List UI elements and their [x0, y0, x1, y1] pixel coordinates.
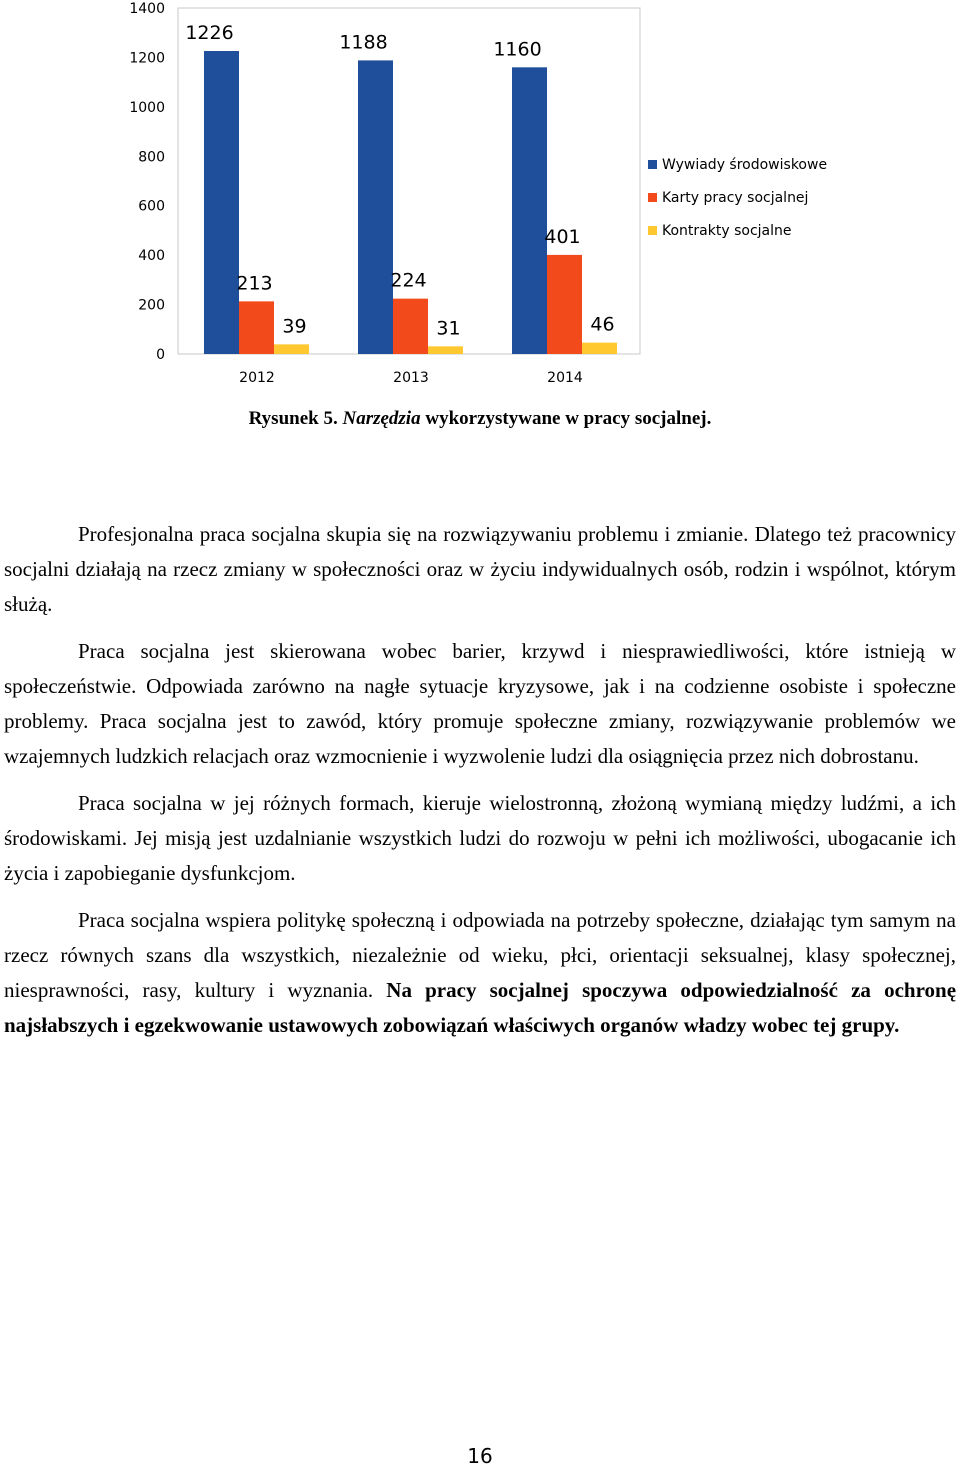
- bar: [358, 60, 393, 354]
- y-tick-label: 1400: [129, 1, 165, 17]
- bar-data-label: 31: [436, 317, 461, 340]
- caption-prefix: Rysunek 5.: [248, 408, 338, 429]
- bar-data-label: 1226: [185, 22, 234, 45]
- bar-data-label: 213: [236, 272, 273, 295]
- page-number: 16: [467, 1444, 493, 1468]
- x-tick-label: 2013: [393, 370, 429, 386]
- paragraph-3-text: Praca socjalna w jej różnych formach, kieruje wielostronną, złożoną wymianą między ludźmi, a ich środowiskami. Jej misją jest uzdalnianie wszystkich ludzi do rozwoju w pełni ich możliwości, ubogacanie ich życia i zapobieganie dysfunkcjom.: [4, 791, 956, 885]
- legend: [648, 157, 827, 239]
- caption-italic: Narzędzia: [342, 408, 421, 429]
- legend-swatch: [648, 193, 657, 202]
- legend-label: Kontrakty socjalne: [662, 223, 792, 239]
- x-axis: [239, 370, 583, 386]
- paragraph-2-text: Praca socjalna jest skierowana wobec barier, krzywd i niesprawiedliwości, które istnieją w społeczeństwie. Odpowiada zarówno na nagłe sytuacje kryzysowe, jak i na codzienne osobiste i społeczne problemy. Praca socjalna jest to zawód, który promuje społeczne zmiany, rozwiązywanie problemów we wzajemnych ludzkich relacjach oraz wzmocnienie i wyzwolenie ludzi dla osiągnięcia przez nich dobrostanu.: [4, 639, 956, 768]
- bar-data-label: 224: [390, 269, 427, 292]
- bar: [393, 299, 428, 354]
- y-tick-label: 0: [156, 347, 165, 363]
- bar: [582, 343, 617, 354]
- y-tick-label: 1200: [129, 50, 165, 67]
- bar-data-label: 1160: [493, 38, 542, 61]
- legend-swatch: [648, 160, 657, 169]
- bar-data-label: 46: [590, 313, 615, 336]
- bar: [274, 344, 309, 354]
- paragraph-2: [4, 634, 956, 774]
- bar: [428, 346, 463, 354]
- bars: [204, 51, 617, 354]
- legend-swatch: [648, 226, 657, 235]
- x-tick-label: 2012: [239, 370, 275, 386]
- paragraph-4: [4, 903, 956, 1043]
- paragraph-4-bold: Na pracy socjalnej spoczywa odpowiedzialność za ochronę najsłabszych i egzekwowanie ustawowych zobowiązań właściwych organów władzy wobec tej grupy.: [4, 978, 957, 1037]
- bar-chart: [0, 0, 960, 395]
- legend-label: Wywiady środowiskowe: [662, 157, 828, 173]
- bar: [512, 67, 547, 354]
- paragraph-4-text: Praca socjalna wspiera politykę społeczną i odpowiada na potrzeby społeczne, działając tym samym na rzecz równych szans dla wszystkich, niezależnie od wieku, płci, orientacji seksualnej, klasy społecznej, niesprawności, rasy, kultury i wyznania.: [4, 908, 956, 1002]
- legend-label: Karty pracy socjalnej: [662, 190, 809, 206]
- bar: [204, 51, 239, 354]
- y-tick-label: 200: [138, 297, 165, 314]
- bar-data-label: 401: [544, 225, 581, 248]
- y-tick-label: 400: [138, 248, 165, 265]
- body-text: [4, 517, 956, 1055]
- paragraph-3: [4, 786, 956, 891]
- y-axis: [129, 1, 165, 363]
- y-tick-label: 800: [138, 149, 165, 166]
- bar: [547, 255, 582, 354]
- x-tick-label: 2014: [547, 370, 583, 386]
- paragraph-1-text: Profesjonalna praca socjalna skupia się na rozwiązywaniu problemu i zmianie. Dlatego też pracownicy socjalni działają na rzecz zmiany w społeczności oraz w życiu indywidualnych osób, rodzin i wspólnot, którym służą.: [4, 522, 956, 616]
- bar: [239, 301, 274, 354]
- caption-rest: wykorzystywane w pracy socjalnej.: [425, 408, 712, 429]
- y-tick-label: 1000: [129, 99, 165, 116]
- figure-caption: [0, 408, 960, 430]
- paragraph-1: [4, 517, 956, 622]
- bar-data-label: 39: [282, 315, 307, 338]
- y-tick-label: 600: [138, 198, 165, 215]
- bar-data-label: 1188: [339, 31, 388, 54]
